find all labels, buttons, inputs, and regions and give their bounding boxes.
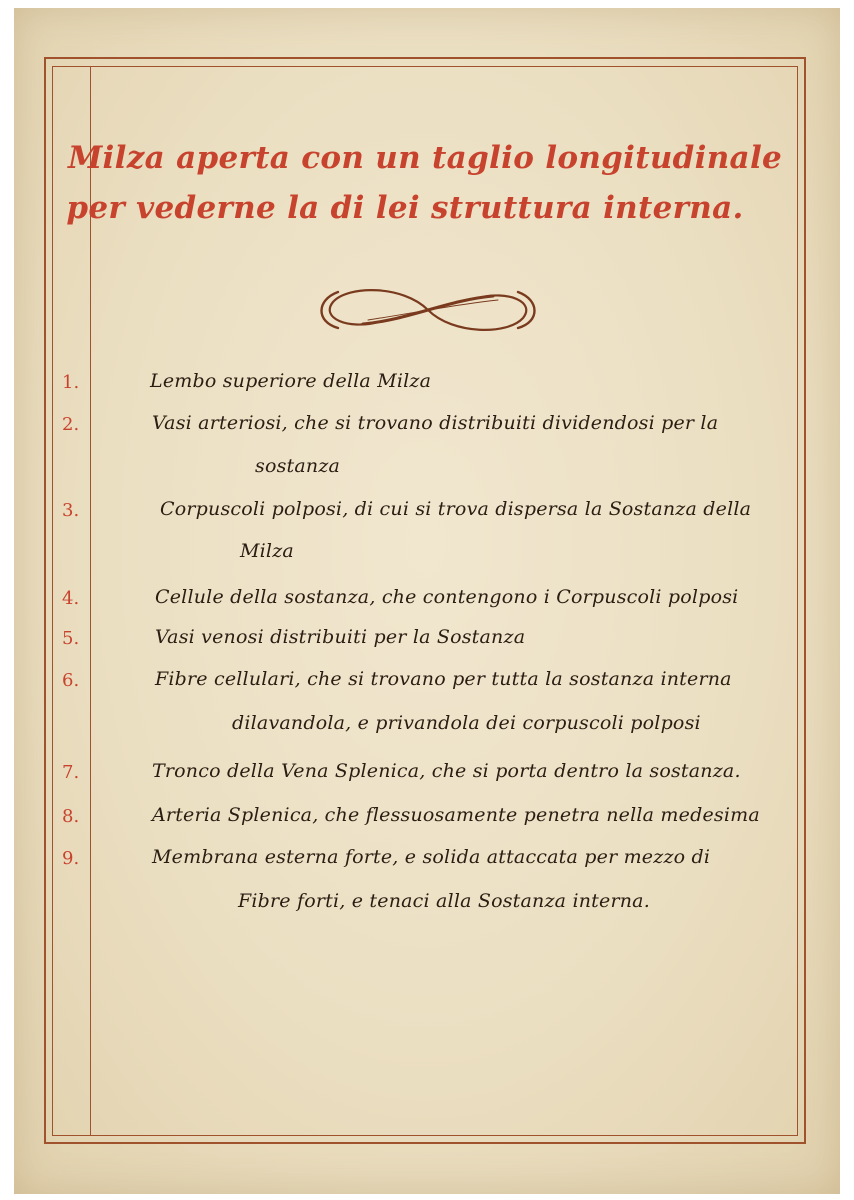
entry-5-line-1: Vasi venosi distribuiti per la Sostanza <box>155 626 526 648</box>
entry-3-line-2: Milza <box>240 540 294 562</box>
entry-4-line-1: Cellule della sostanza, che contengono i Corpuscoli polposi <box>155 586 739 608</box>
entry-number-7: 7. <box>62 762 80 783</box>
entry-number-8: 8. <box>62 806 80 827</box>
entry-9-line-1: Membrana esterna forte, e solida attaccata per mezzo di <box>152 846 711 868</box>
title-line-1: Milza aperta con un taglio longitudinale <box>67 140 783 176</box>
entry-number-6: 6. <box>62 670 80 691</box>
entry-6-line-2: dilavandola, e privandola dei corpuscoli polposi <box>232 712 701 734</box>
entry-2-line-2: sostanza <box>255 455 341 477</box>
entry-2-line-1: Vasi arteriosi, che si trovano distribuiti dividendosi per la <box>152 412 719 434</box>
entry-number-2: 2. <box>62 414 80 435</box>
entry-6-line-1: Fibre cellulari, che si trovano per tutta la sostanza interna <box>155 668 732 690</box>
entry-3-line-1: Corpuscoli polposi, di cui si trova dispersa la Sostanza della <box>160 498 752 520</box>
title-line-2: per vederne la di lei struttura interna. <box>66 190 744 226</box>
calligraphic-flourish-icon <box>308 280 548 340</box>
entry-number-1: 1. <box>62 372 80 393</box>
entry-number-3: 3. <box>62 500 80 521</box>
entry-1-line-1: Lembo superiore della Milza <box>150 370 432 392</box>
entry-number-4: 4. <box>62 588 80 609</box>
entry-8-line-1: Arteria Splenica, che flessuosamente penetra nella medesima <box>152 804 760 826</box>
entry-7-line-1: Tronco della Vena Splenica, che si porta dentro la sostanza. <box>152 760 741 782</box>
entry-9-line-2: Fibre forti, e tenaci alla Sostanza interna. <box>238 890 650 912</box>
entry-number-9: 9. <box>62 848 80 869</box>
entry-number-5: 5. <box>62 628 80 649</box>
